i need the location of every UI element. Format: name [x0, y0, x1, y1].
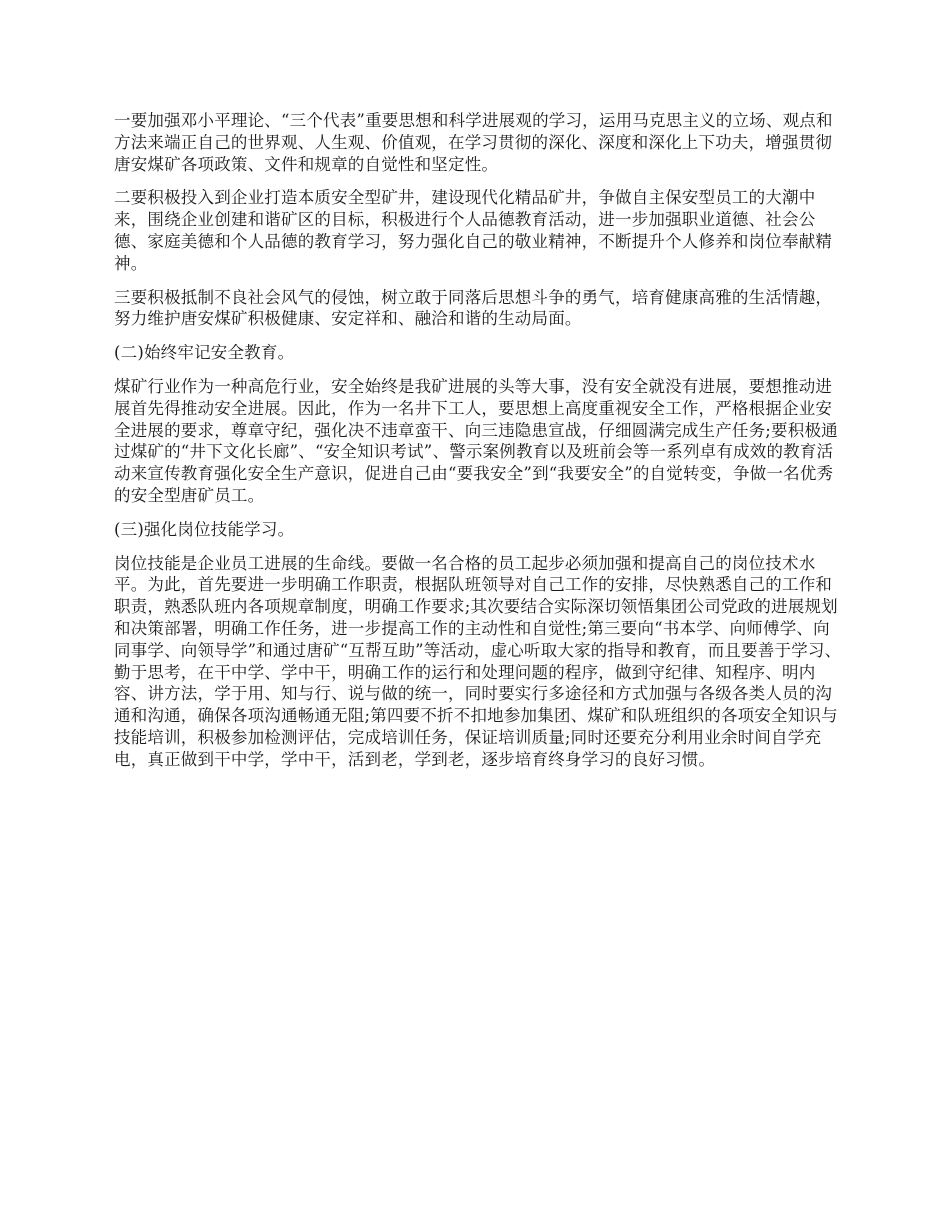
paragraph-resist-bad-influence: 三要积极抵制不良社会风气的侵蚀，树立敢于同落后思想斗争的勇气，培育健康高雅的生活情趣，努力维护唐安煤矿积极健康、安定祥和、融洽和谐的生动局面。	[114, 287, 833, 329]
paragraph-study-theory: 一要加强邓小平理论、“三个代表”重要思想和科学进展观的学习，运用马克思主义的立场、观点和方法来端正自己的世界观、人生观、价值观，在学习贯彻的深化、深度和深化上下功夫，增强贯彻唐安煤矿各项政策、文件和规章的自觉性和坚定性。	[114, 111, 833, 174]
paragraph-skills-study: 岗位技能是企业员工进展的生命线。要做一名合格的员工起步必须加强和提高自己的岗位技术水平。为此，首先要进一步明确工作职责，根据队班领导对自己工作的安排，尽快熟悉自己的工作和职责，熟悉队班内各项规章制度，明确工作要求;其次要结合实际深切领悟集团公司党政的进展规划和决策部署，明确工作任务，进一步提高工作的主动性和自觉性;第三要向“书本学、向师傅学、向同事学、向领导学”和通过唐矿“互帮互助”等活动，虚心听取大家的指导和教育，而且要善于学习、勤于思考，在干中学、学中干，明确工作的运行和处理问题的程序，做到守纪律、知程序、明内容、讲方法，学于用、知与行、说与做的统一，同时要实行多途径和方式加强与各级各类人员的沟通和沟通，确保各项沟通畅通无阻;第四要不折不扣地参加集团、煤矿和队班组织的各项安全知识与技能培训，积极参加检测评估，完成培训任务，保证培训质量;同时还要充分利用业余时间自学充电，真正做到干中学，学中干，活到老，学到老，逐步培育终身学习的良好习惯。	[114, 553, 842, 769]
document-body	[114, 110, 842, 783]
paragraph-safety-education: 煤矿行业作为一种高危行业，安全始终是我矿进展的头等大事，没有安全就没有进展，要想推动进展首先得推动安全进展。因此，作为一名井下工人，要思想上高度重视安全工作，严格根据企业安全进展的要求，尊章守纪，强化决不违章蛮干、向三违隐患宣战，仔细圆满完成生产任务;要积极通过煤矿的“井下文化长廊”、“安全知识考试”、警示案例教育以及班前会等一系列卓有成效的教育活动来宣传教育强化安全生产意识，促进自己由“要我安全”到“我要安全”的自觉转变，争做一名优秀的安全型唐矿员工。	[114, 376, 838, 505]
section-heading-skills-study: (三)强化岗位技能学习。	[114, 519, 295, 539]
section-heading-safety-education: (二)始终牢记安全教育。	[114, 343, 295, 363]
paragraph-safe-mine: 二要积极投入到企业打造本质安全型矿井，建设现代化精品矿井，争做自主保安型员工的大潮中来，围绕企业创建和谐矿区的目标，积极进行个人品德教育活动，进一步加强职业道德、社会公德、家庭美德和个人品德的教育学习，努力强化自己的敬业精神，不断提升个人修养和岗位奉献精神。	[114, 188, 833, 273]
